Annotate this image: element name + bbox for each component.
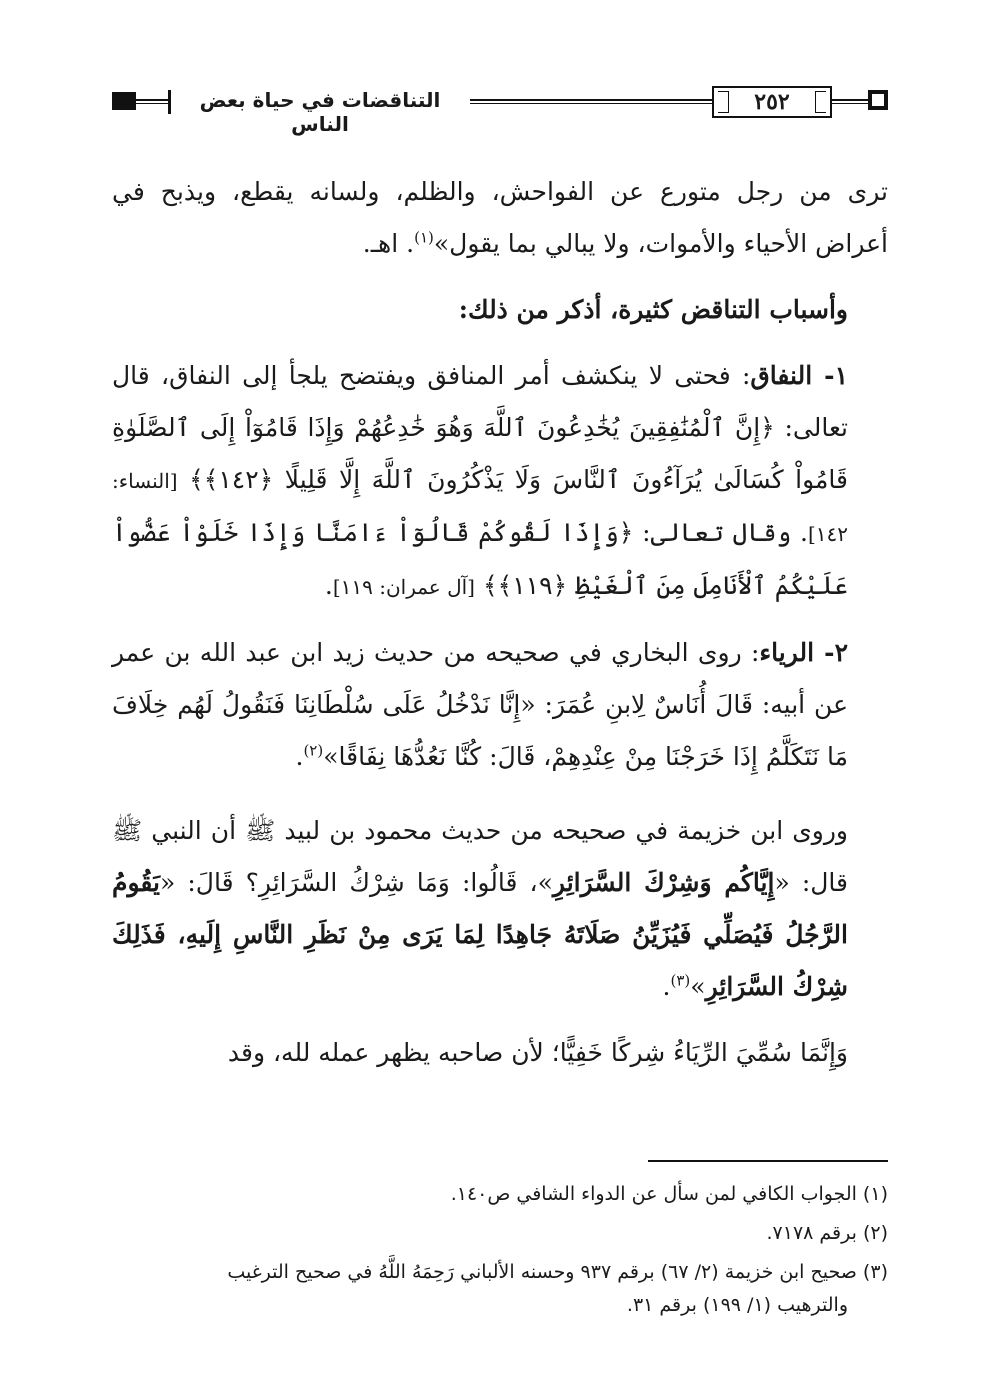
hadith-bold-1: إِيَّاكُم وَشِرْكَ السَّرَائِرِ [552, 868, 775, 897]
item-hypocrisy: ١- النفاق: فحتى لا ينكشف أمر المنافق ويفتضح يلجأ إلى النفاق، قال تعالى: ﴿إِنَّ ٱلْمُنَٰفِقِينَ يُخَٰدِعُونَ ٱللَّهَ وَهُوَ خَٰدِعُهُمْ وَإِذَا قَامُوٓاْ إِلَى ٱلصَّلَوٰةِ قَامُواْ كُسَالَىٰ يُرَآءُونَ ٱلنَّاسَ وَلَا يَذْكُرُونَ ٱللَّهَ إِلَّا قَلِيلًا ﴿١٤٢﴾﴾ [النساء: ١٤٢]. وقال تعالى: ﴿وَإِذَا لَقُوكُمْ قَالُوٓاْ ءَامَنَّا وَإِذَا خَلَوْاْ عَضُّواْ عَلَيْكُمُ ٱلْأَنَامِلَ مِنَ ٱلْغَيْظِ ﴿١١٩﴾﴾ [آل عمران: ١١٩]. [112, 361, 848, 600]
quran-source: [النساء: ١٤٢] [112, 469, 848, 546]
running-title: التناقضات في حياة بعض الناس [170, 88, 470, 136]
footnote-3-continued: والترهيب (١/ ١٩٩) برقم ٣١. [626, 1294, 848, 1316]
footnote-3: (٣) صحيح ابن خزيمة (٢/ ٦٧) برقم ٩٣٧ وحسنه الألباني رَحِمَهُ اللَّهُ في صحيح الترغيب [227, 1261, 888, 1283]
footnote-1: (١) الجواب الكافي لمن سأل عن الدواء الشافي ص١٤٠. [450, 1183, 888, 1205]
paragraph-hadith: وروى ابن خزيمة في صحيحه من حديث محمود بن لبيد ﷺ أن النبي ﷺ قال: «إِيَّاكُم وَشِرْكَ السَّرَائِرِ»، قَالُوا: وَمَا شِرْكُ السَّرَائِرِ؟ قَالَ: «يَقُومُ الرَّجُلُ فَيُصَلِّي فَيُزَيِّنُ صَلَاتَهُ جَاهِدًا لِمَا يَرَى مِنْ نَظَرِ النَّاسِ إِلَيهِ، فَذَلِكَ شِرْكُ السَّرَائِرِ»$^{(٣)}$. [112, 816, 849, 1001]
page-header [112, 86, 888, 136]
header-rule-left [136, 99, 168, 104]
footnotes [112, 1178, 888, 1328]
footnote-ref-1: (١) [414, 228, 434, 247]
footnote-ref-2: (٢) [303, 741, 324, 760]
section-heading: وأسباب التناقض كثيرة، أذكر من ذلك: [458, 295, 848, 324]
hadith-bold-2: يَقُومُ الرَّجُلُ فَيُصَلِّي فَيُزَيِّنُ صَلَاتَهُ جَاهِدًا لِمَا يَرَى مِنْ نَظَرِ النَّاسِ إِلَيهِ، فَذَلِكَ شِرْكُ السَّرَائِرِ [112, 868, 848, 1001]
item-label-showing-off: ٢- الرياء [759, 638, 848, 667]
header-rule-right [832, 99, 868, 104]
footnote-ref-3: (٣) [670, 971, 691, 990]
page-number: ٢٥٢ [754, 89, 790, 115]
page-number-frame [712, 86, 832, 118]
header-block-ornament [112, 92, 136, 110]
page-body [112, 166, 888, 1079]
footnote-separator [648, 1160, 888, 1162]
header-square-ornament [868, 90, 888, 110]
item-showing-off: ٢- الرياء: روى البخاري في صحيحه من حديث زيد ابن عبد الله بن عمر عن أبيه: قَالَ أُنَاسٌ لِابنِ عُمَرَ: «إِنَّا نَدْخُلُ عَلَى سُلْطَانِنَا فَنَقُولُ لَهُم خِلَافَ مَا نَتَكَلَّمُ إِذَا خَرَجْنَا مِنْ عِنْدِهِمْ، قَالَ: كُنَّا نَعُدُّهَا نِفَاقًا»$^{(٢)}$. [112, 638, 848, 771]
footnote-2: (٢) برقم ٧١٧٨. [766, 1222, 888, 1244]
item-label-hypocrisy: ١- النفاق [750, 361, 848, 390]
paragraph-quote-end: ترى من رجل متورع عن الفواحش، والظلم، ولسانه يقطع، ويذبح في أعراض الأحياء والأموات، ولا يبالي بما يقول»$^{(١)}$. اهـ. [112, 177, 888, 258]
header-bar-tick [168, 90, 171, 114]
header-rule-middle [462, 99, 712, 104]
quran-source: [آل عمران: ١١٩] [332, 575, 475, 599]
paragraph-continuation: وَإِنَّمَا سُمِّيَ الرِّيَاءُ شِركًا خَفِيًّا؛ لأن صاحبه يظهر عمله لله، وقد [227, 1038, 848, 1067]
